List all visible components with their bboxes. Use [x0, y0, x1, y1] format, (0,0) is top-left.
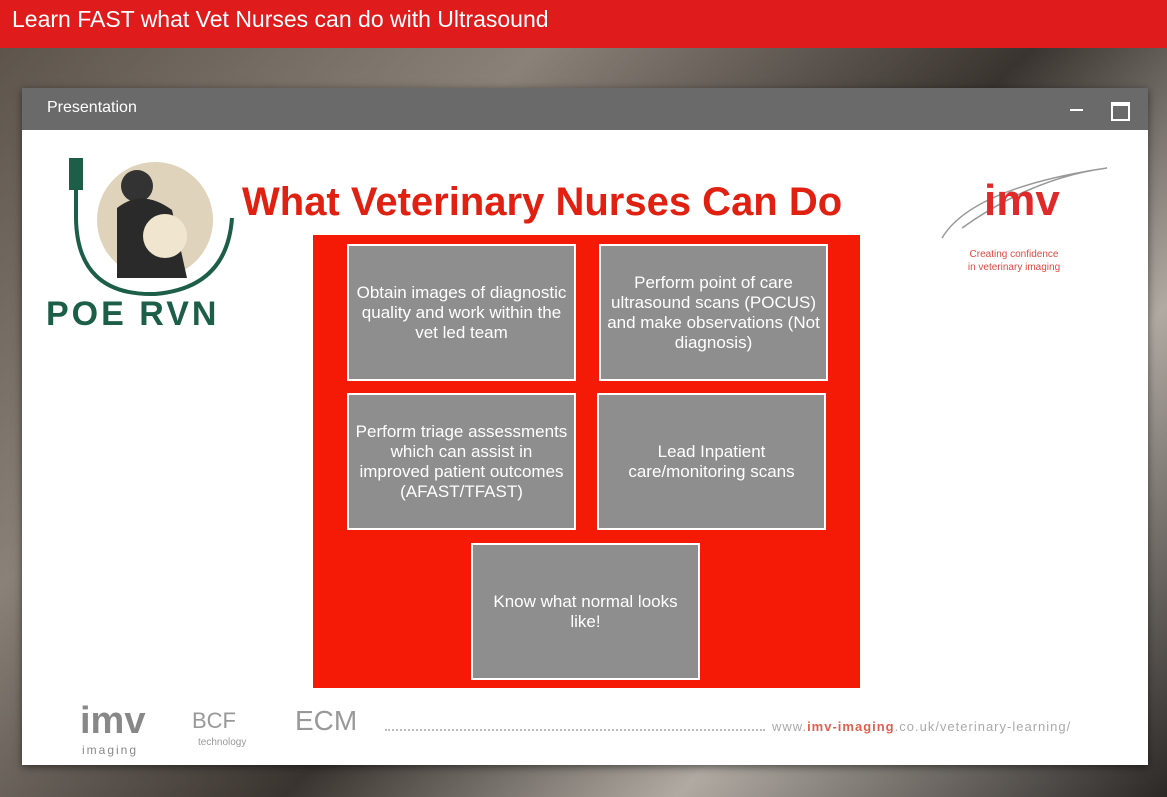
footer-ecm-logo: ECM	[295, 705, 358, 736]
maximize-icon[interactable]	[1106, 96, 1132, 122]
content-panel	[313, 235, 860, 688]
imv-tagline	[964, 248, 1064, 274]
app-title: Learn FAST what Vet Nurses can do with Ultrasound	[12, 6, 549, 32]
url-suffix: .co.uk/veterinary-learning/	[894, 719, 1072, 734]
window-title: Presentation	[47, 99, 137, 116]
imv-logo: imv	[984, 176, 1060, 225]
window-header	[22, 88, 1148, 130]
slide-title: What Veterinary Nurses Can Do	[242, 180, 843, 224]
app-title-bar	[0, 0, 1167, 48]
footer-bcf-logo: BCF	[192, 708, 236, 733]
footer-imv-logo: imv	[80, 700, 146, 742]
tagline-line-2: in veterinary imaging	[967, 262, 1061, 273]
url-brand: imv-imaging	[807, 719, 895, 734]
presentation-window	[22, 88, 1148, 765]
card-triage: Perform triage assessments which can assist in improved patient outcomes (AFAST/TFAST)	[347, 393, 576, 530]
card-obtain-images: Obtain images of diagnostic quality and work within the vet led team	[347, 244, 576, 381]
card-pocus: Perform point of care ultrasound scans (POCUS) and make observations (Not diagnosis)	[599, 244, 828, 381]
footer-divider	[385, 729, 765, 731]
footer-technology: technology	[198, 737, 247, 748]
footer-imaging: imaging	[82, 743, 139, 757]
url-prefix: www.	[772, 719, 808, 734]
card-normal: Know what normal looks like!	[471, 543, 700, 680]
tagline-line-1: Creating confidence	[969, 249, 1059, 260]
minimize-icon[interactable]	[1064, 96, 1090, 122]
poe-rvn-text: POE RVN	[46, 295, 220, 333]
card-inpatient: Lead Inpatient care/monitoring scans	[597, 393, 826, 530]
slide-footer	[40, 693, 1140, 757]
footer-url	[772, 719, 1071, 735]
